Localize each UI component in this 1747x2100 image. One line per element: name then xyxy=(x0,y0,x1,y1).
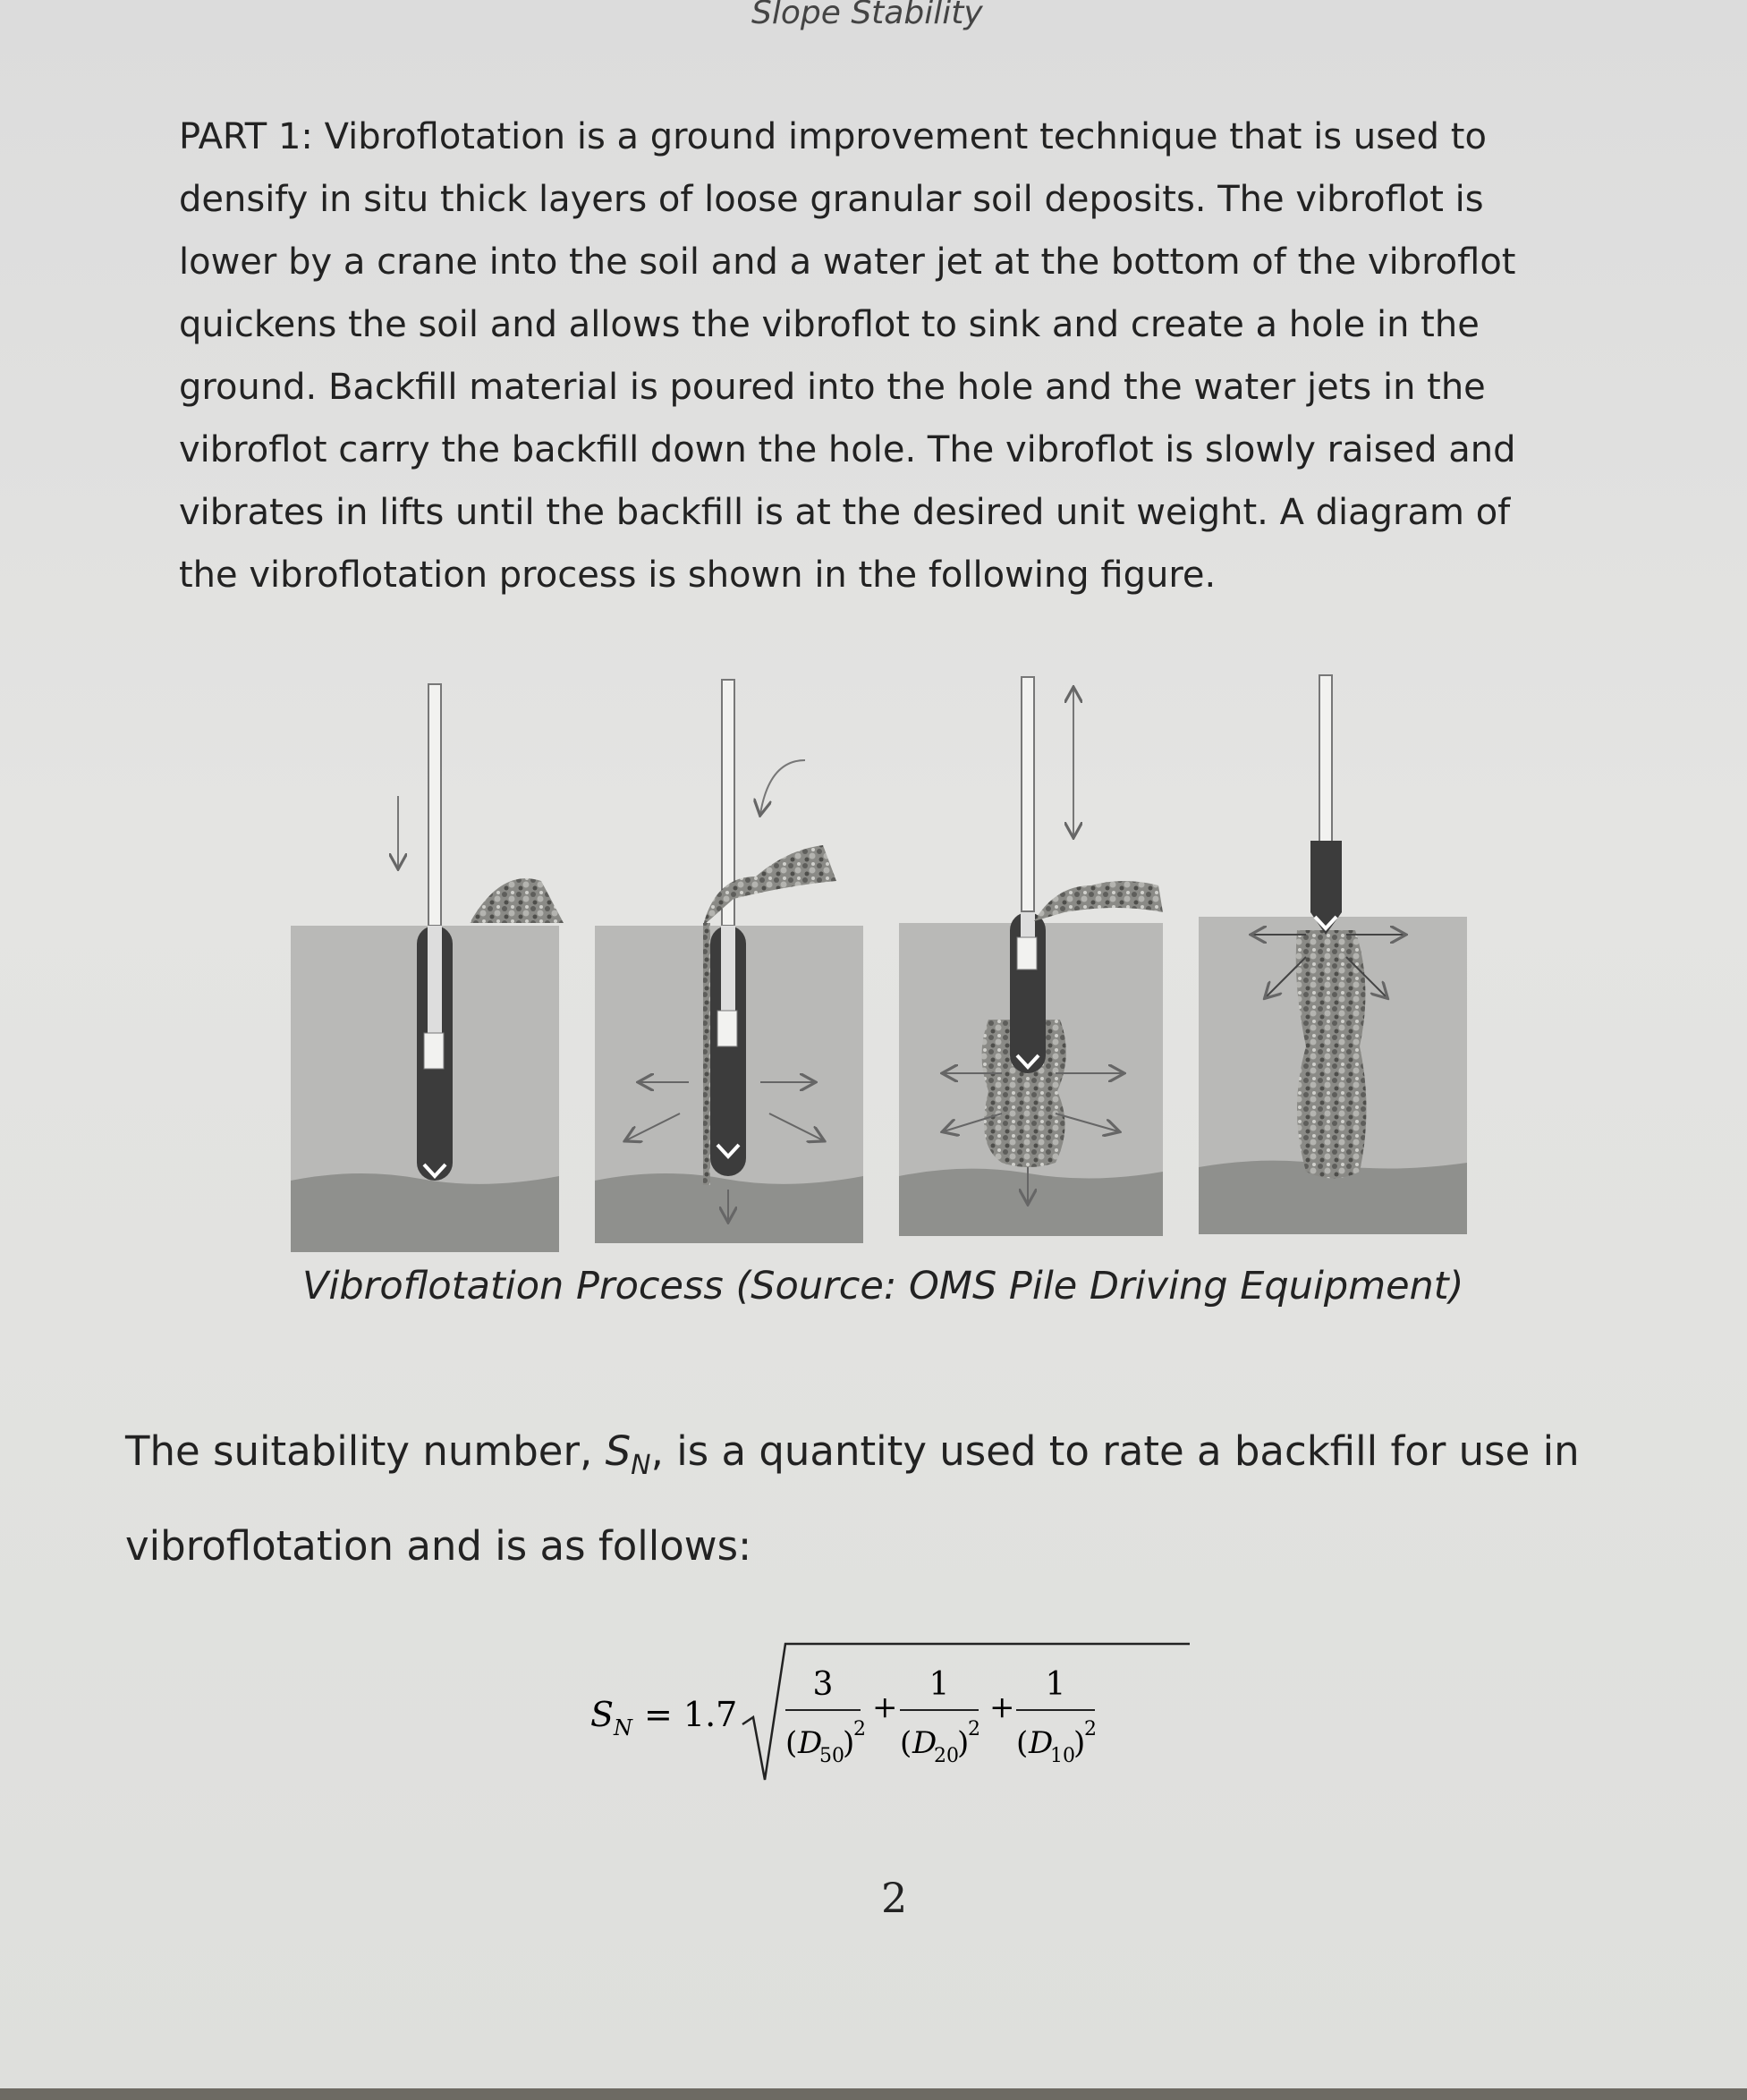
term2-close-paren: ) xyxy=(957,1725,970,1761)
suitability-text-before: The suitability number, xyxy=(125,1427,606,1475)
term2-d: D xyxy=(912,1725,937,1761)
part1-paragraph: PART 1: Vibroflotation is a ground improvement technique that is used to densify in situ thick layers of loose granular soil deposits. The vibroflot is lower by a crane into the soil and a water jet at the bottom of the vibroflot quickens the soil and allows the vibroflot to sink and create a hole in the ground. Backfill material is poured into the hole and the water jets in the vibroflot carry the backfill down the hole. The vibroflot is slowly raised and vibrates in lifts until the backfill is at the desired unit weight. A diagram of the vibroflotation process is shown in the following figure. xyxy=(179,116,1516,596)
suitability-text-after: , is a quantity used to rate a backfill for use in vibroflotation and is as follows: xyxy=(125,1427,1580,1570)
term1-close-paren: ) xyxy=(843,1725,855,1761)
panel-4-completed-column xyxy=(1199,675,1467,1234)
term1-d-subscript: 50 xyxy=(819,1745,844,1767)
panel-2-backfill xyxy=(595,680,863,1243)
plus-1: + xyxy=(872,1689,898,1725)
figure-caption: Vibroflotation Process (Source: OMS Pile Driving Equipment) xyxy=(302,1264,1464,1308)
suitability-symbol-subscript: N xyxy=(631,1450,651,1481)
page-bottom-edge xyxy=(0,2088,1747,2100)
term3-exponent: 2 xyxy=(1084,1718,1097,1740)
term2-exponent: 2 xyxy=(968,1718,980,1740)
formula-term-1 xyxy=(785,1666,866,1767)
vibroflotation-figure xyxy=(286,662,1494,1270)
suitability-symbol: S xyxy=(605,1427,632,1475)
term1-exponent: 2 xyxy=(853,1718,866,1740)
term1-numerator: 3 xyxy=(812,1666,834,1703)
suitability-formula xyxy=(581,1628,1208,1798)
term1-d: D xyxy=(798,1725,823,1761)
panel-3-lifts xyxy=(899,677,1163,1236)
term3-open-paren: ( xyxy=(1016,1725,1029,1761)
formula-equals-coefficient: = 1.7 xyxy=(644,1695,738,1734)
formula-lhs-subscript: N xyxy=(614,1715,632,1740)
term3-close-paren: ) xyxy=(1073,1725,1086,1761)
term1-open-paren: ( xyxy=(785,1725,798,1761)
term2-open-paren: ( xyxy=(900,1725,912,1761)
term3-d-subscript: 10 xyxy=(1050,1745,1075,1767)
formula-lhs-symbol: S xyxy=(590,1695,615,1734)
plus-2: + xyxy=(989,1689,1015,1725)
suitability-paragraph xyxy=(125,1411,1646,1587)
term2-numerator: 1 xyxy=(929,1666,950,1703)
formula-term-2 xyxy=(900,1666,980,1767)
running-header-title: Slope Stability xyxy=(751,0,983,31)
panel-1-sinking xyxy=(291,684,564,1252)
term3-numerator: 1 xyxy=(1045,1666,1066,1703)
term2-d-subscript: 20 xyxy=(934,1745,959,1767)
term3-d: D xyxy=(1029,1725,1054,1761)
page-number: 2 xyxy=(881,1874,908,1922)
formula-term-3 xyxy=(1016,1666,1097,1767)
